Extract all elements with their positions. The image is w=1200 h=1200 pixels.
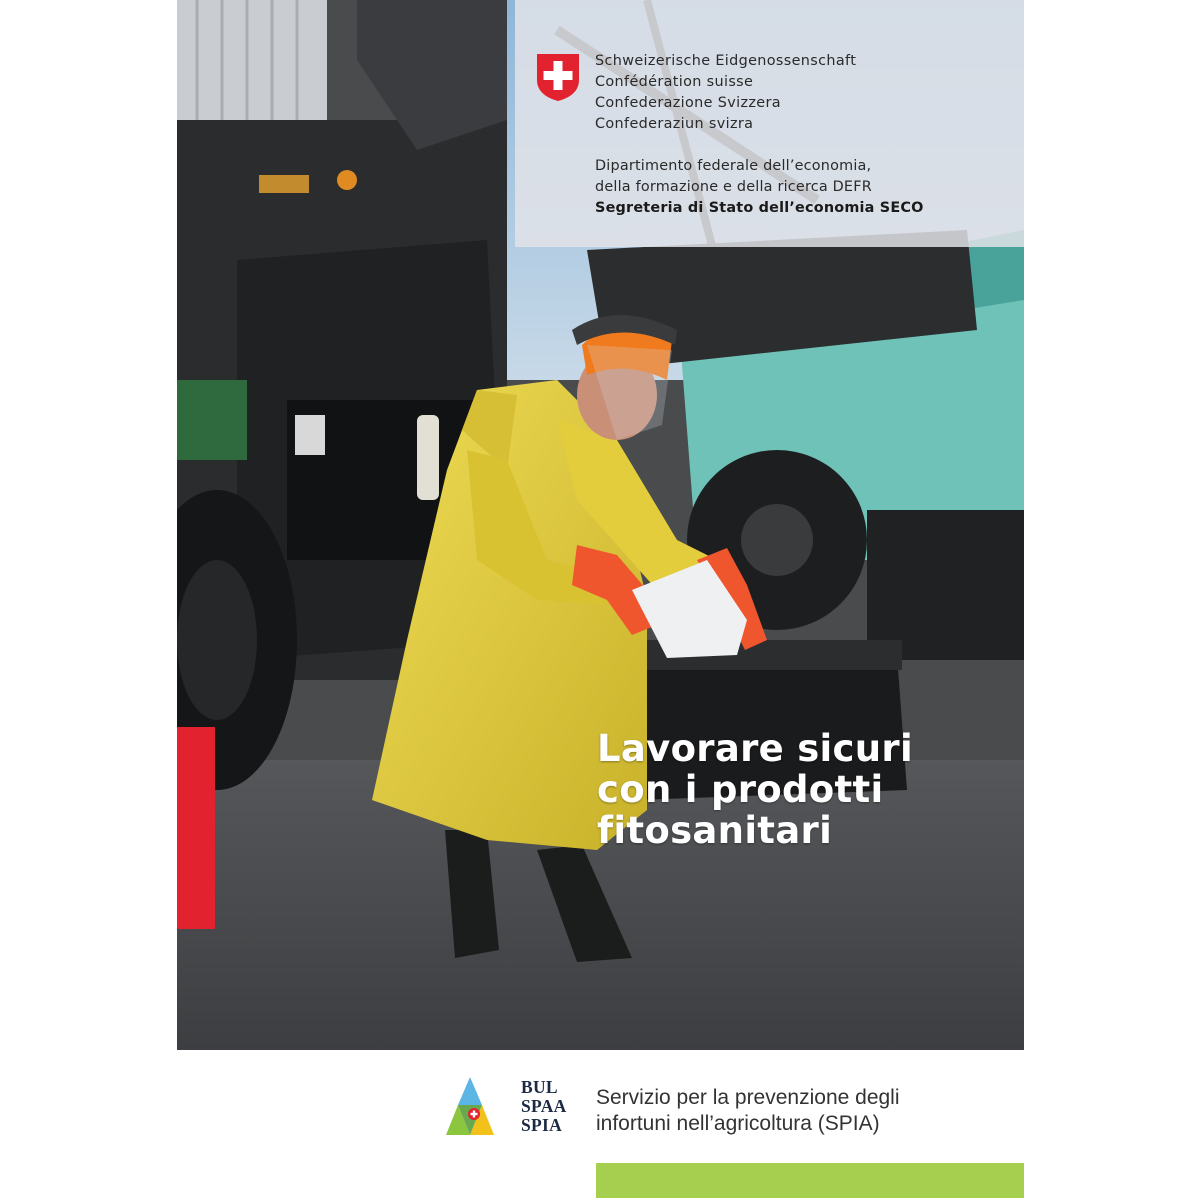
cover-title-line-3: fitosanitari	[597, 809, 833, 852]
department-block	[595, 156, 924, 219]
cover-photo-area	[177, 0, 1024, 1050]
green-accent-bar	[596, 1163, 1024, 1198]
department-line-2: della formazione e della ricerca DEFR	[595, 179, 872, 195]
confederation-names	[595, 51, 856, 135]
confederation-name-it: Confederazione Svizzera	[595, 95, 781, 111]
cover-title-line-1: Lavorare sicuri	[597, 727, 913, 770]
department-line-1: Dipartimento federale dell’economia,	[595, 158, 872, 174]
red-accent-bar	[177, 727, 215, 929]
confederation-name-rm: Confederaziun svizra	[595, 116, 754, 132]
abbreviation-spaa: SPAA	[521, 1096, 567, 1116]
spia-abbreviations	[521, 1078, 567, 1135]
office-name: Segreteria di Stato dell’economia SECO	[595, 200, 924, 216]
organisation-line-2: infortuni nell’agricoltura (SPIA)	[596, 1112, 880, 1135]
spia-triangle-logo	[444, 1075, 496, 1137]
confederation-name-fr: Confédération suisse	[595, 74, 754, 90]
swiss-cross-icon	[535, 52, 581, 102]
government-header-panel	[515, 0, 1024, 247]
cover-title	[597, 728, 1017, 851]
spia-organisation-name	[596, 1085, 900, 1137]
confederation-name-de: Schweizerische Eidgenossenschaft	[595, 53, 857, 69]
abbreviation-spia: SPIA	[521, 1115, 563, 1135]
abbreviation-bul: BUL	[521, 1077, 558, 1097]
organisation-line-1: Servizio per la prevenzione degli	[596, 1086, 900, 1109]
cover-title-line-2: con i prodotti	[597, 768, 884, 811]
